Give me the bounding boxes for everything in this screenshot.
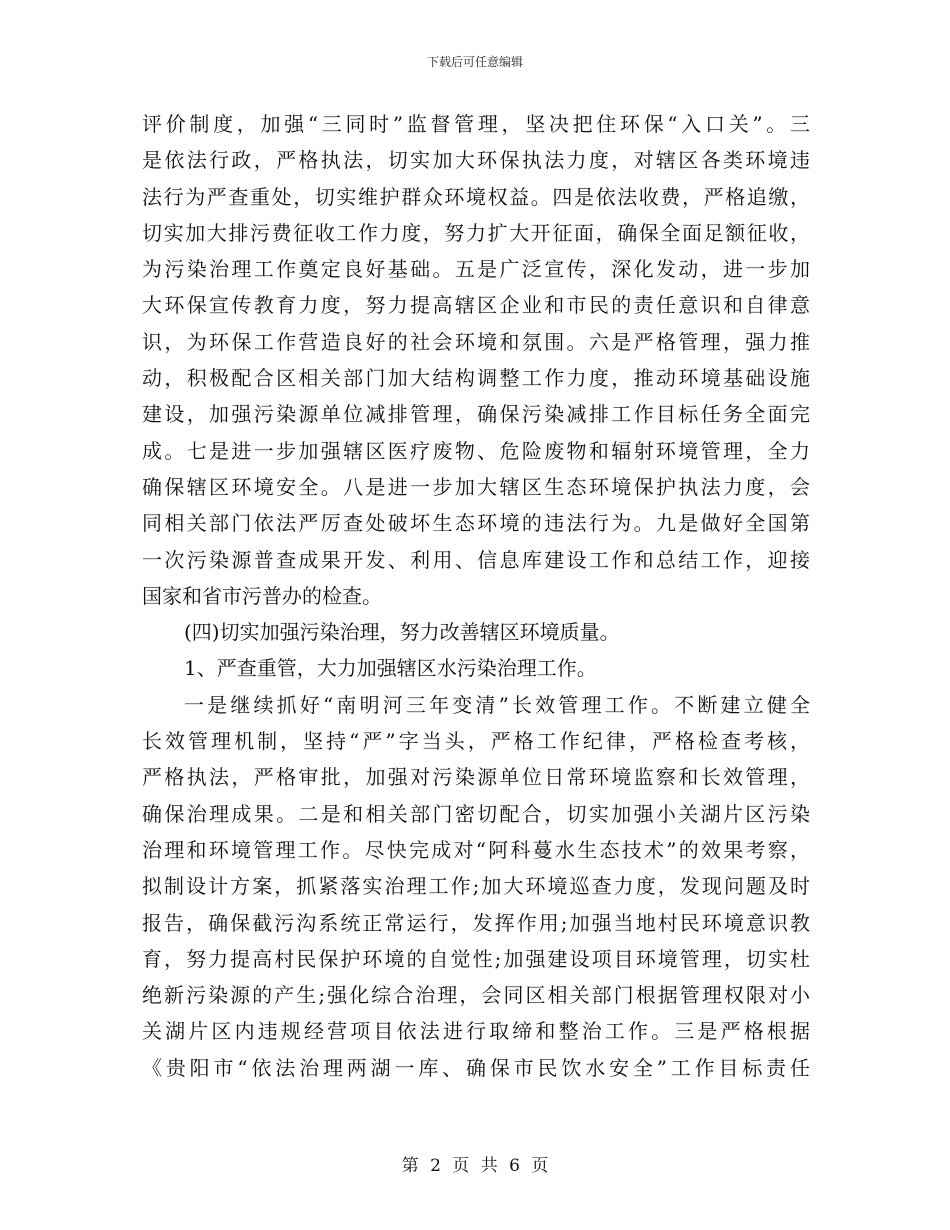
text-line: 确保治理成果。二是和相关部门密切配合，切实加强小关湖片区污染 bbox=[142, 801, 810, 826]
document-body bbox=[142, 106, 810, 1086]
text-line: 报告，确保截污沟系统正常运行，发挥作用;加强当地村民环境意识教 bbox=[142, 910, 810, 935]
text-line: 绝新污染源的产生;强化综合治理，会同区相关部门根据管理权限对小 bbox=[142, 983, 810, 1008]
text-line: 识，为环保工作营造良好的社会环境和氛围。六是严格管理，强力推 bbox=[142, 329, 810, 354]
text-line: 长效管理机制，坚持“严”字当头，严格工作纪律，严格检查考核， bbox=[142, 729, 810, 754]
text-line: 育，努力提高村民保护环境的自觉性;加强建设项目环境管理，切实杜 bbox=[142, 946, 810, 971]
text-line: 法行为严查重处，切实维护群众环境权益。四是依法收费，严格追缴， bbox=[142, 184, 810, 209]
text-line: 切实加大排污费征收工作力度，努力扩大开征面，确保全面足额征收， bbox=[142, 220, 810, 245]
text-line: 为污染治理工作奠定良好基础。五是广泛宣传，深化发动，进一步加 bbox=[142, 257, 810, 282]
text-line: 关湖片区内违规经营项目依法进行取缔和整治工作。三是严格根据 bbox=[142, 1019, 810, 1044]
page-number-footer: 第 2 页 共 6 页 bbox=[401, 1156, 549, 1176]
text-line: 确保辖区环境安全。八是进一步加大辖区生态环境保护执法力度，会 bbox=[142, 474, 810, 499]
text-line: 国家和省市污普办的检查。 bbox=[142, 583, 382, 608]
text-line: 成。七是进一步加强辖区医疗废物、危险废物和辐射环境管理，全力 bbox=[142, 438, 810, 463]
text-line: 严格执法，严格审批，加强对污染源单位日常环境监察和长效管理， bbox=[142, 765, 810, 790]
text-line: 建设，加强污染源单位减排管理，确保污染减排工作目标任务全面完 bbox=[142, 402, 810, 427]
text-line: (四)切实加强污染治理，努力改善辖区环境质量。 bbox=[184, 620, 620, 645]
text-line: 一次污染源普查成果开发、利用、信息库建设工作和总结工作，迎接 bbox=[142, 547, 810, 572]
text-line: 治理和环境管理工作。尽快完成对“阿科蔓水生态技术”的效果考察， bbox=[142, 837, 810, 862]
text-line: 一是继续抓好“南明河三年变清”长效管理工作。不断建立健全 bbox=[184, 692, 810, 717]
text-line: 是依法行政，严格执法，切实加大环保执法力度，对辖区各类环境违 bbox=[142, 148, 810, 173]
text-line: 拟制设计方案，抓紧落实治理工作;加大环境巡查力度，发现问题及时 bbox=[142, 874, 810, 899]
text-line: 评价制度，加强“三同时”监督管理，坚决把住环保“入口关”。三 bbox=[142, 112, 810, 136]
text-line: 《贵阳市“依法治理两湖一库、确保市民饮水安全”工作目标责任 bbox=[142, 1055, 810, 1080]
text-line: 1、严查重管，大力加强辖区水污染治理工作。 bbox=[184, 656, 597, 681]
text-line: 同相关部门依法严厉查处破坏生态环境的违法行为。九是做好全国第 bbox=[142, 511, 810, 536]
text-line: 大环保宣传教育力度，努力提高辖区企业和市民的责任意识和自律意 bbox=[142, 293, 810, 318]
page-header: 下载后可任意编辑 bbox=[426, 55, 523, 69]
text-line: 动，积极配合区相关部门加大结构调整工作力度，推动环境基础设施 bbox=[142, 366, 810, 391]
